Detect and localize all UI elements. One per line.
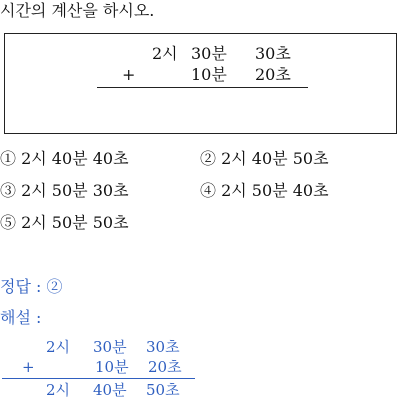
problem-box — [4, 33, 397, 134]
solution-result-minutes: 40분 — [93, 381, 127, 399]
problem-add-seconds: 20초 — [255, 65, 291, 84]
question-text: 시간의 계산을 하시오. — [0, 1, 155, 20]
choice-1[interactable]: ① 2시 40분 40초 — [0, 149, 129, 168]
choice-3[interactable]: ③ 2시 50분 30초 — [0, 181, 129, 200]
problem-add-minutes: 10분 — [191, 65, 227, 84]
answer-label: 정답 : ② — [0, 277, 63, 296]
solution-result-hours: 2시 — [46, 381, 71, 399]
solution-plus-sign: + — [22, 358, 35, 376]
choice-2[interactable]: ② 2시 40분 50초 — [200, 149, 329, 168]
solution-sum-line — [2, 378, 195, 379]
problem-hours: 2시 — [152, 44, 178, 63]
explanation-label: 해설 : — [0, 308, 42, 327]
problem-minutes: 30분 — [191, 44, 227, 63]
solution-minutes: 30분 — [93, 338, 127, 356]
problem-seconds: 30초 — [255, 44, 291, 63]
problem-sum-line — [97, 87, 308, 88]
solution-result-seconds: 50초 — [146, 381, 180, 399]
solution-hours: 2시 — [46, 338, 71, 356]
choice-4[interactable]: ④ 2시 50분 40초 — [200, 181, 329, 200]
solution-add-minutes: 10분 — [95, 358, 129, 376]
problem-plus-sign: + — [122, 65, 136, 84]
choice-5[interactable]: ⑤ 2시 50분 50초 — [0, 213, 129, 232]
solution-seconds: 30초 — [146, 338, 180, 356]
solution-add-seconds: 20초 — [148, 358, 182, 376]
